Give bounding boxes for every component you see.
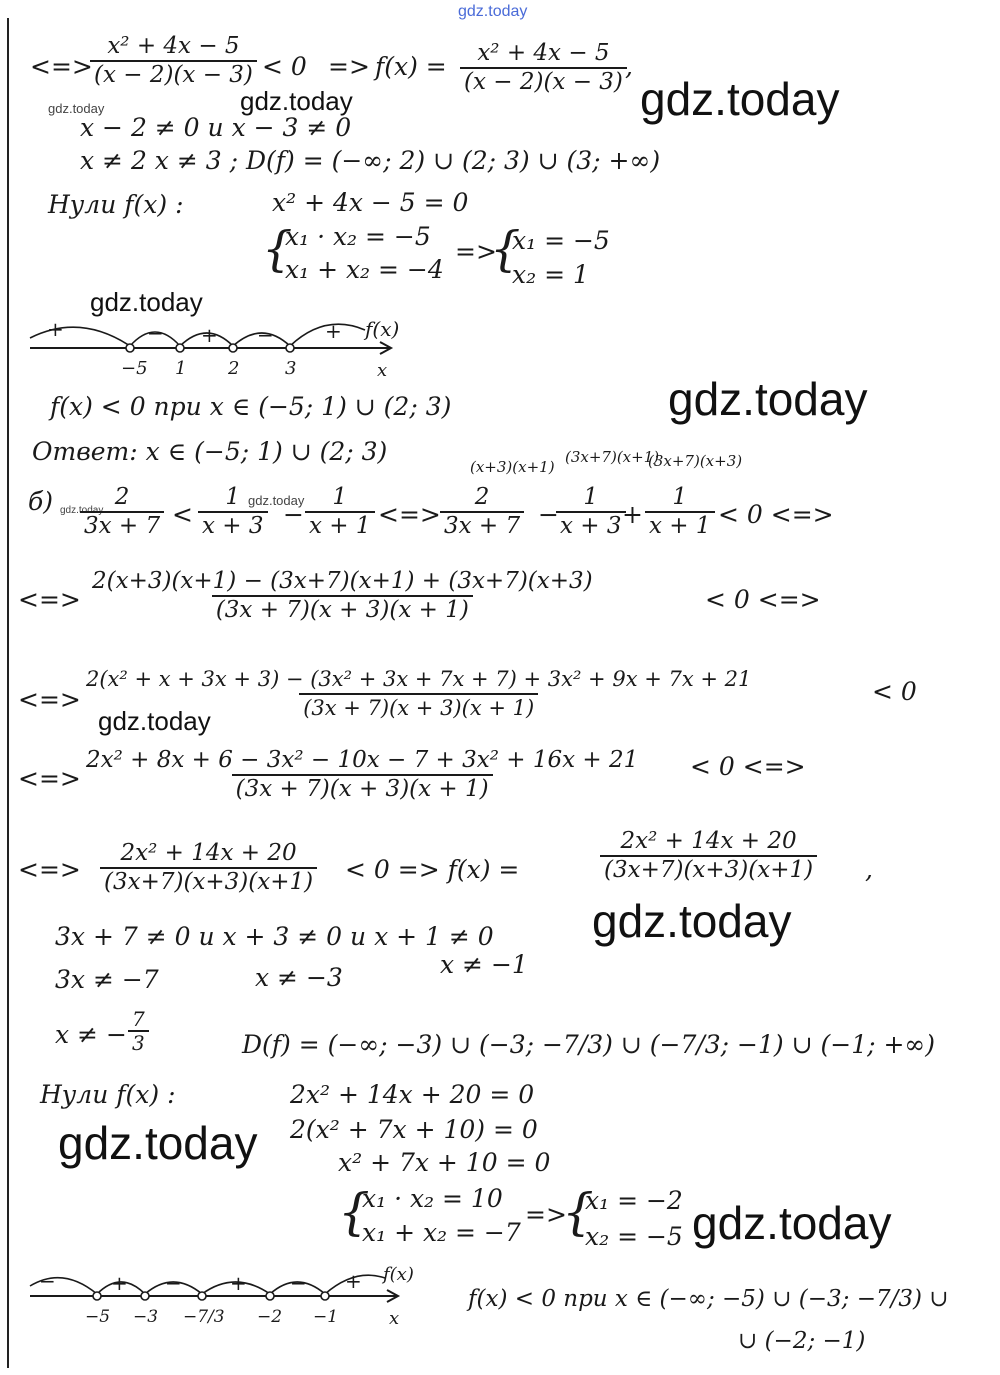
fraction-denominator: (3x + 7)(x + 3)(x + 1) [232,774,493,803]
fraction-numerator: 1 [332,484,348,510]
inequality-tail: < 0 <=> [690,752,806,781]
axis-variable: x [389,1308,400,1329]
function-fraction [600,828,817,884]
system-brace: { [262,221,293,277]
part-label: б) [28,487,54,516]
function-label: f(x) [365,317,400,341]
sign-label: + [111,1271,128,1295]
implies-sign: => [525,1200,567,1229]
vieta-sum: x₁ + x₂ = −4 [285,255,444,284]
root-1: x₁ = −5 [512,226,610,255]
system-brace: { [490,221,521,277]
zeros-title: Нули f(x) : [48,190,184,219]
function-definition: < 0 => f(x) = [345,855,520,884]
minus-sign: − [538,500,559,529]
result-line-continued: ∪ (−2; −1) [738,1328,866,1354]
open-point [321,1292,329,1300]
vieta-sum: x₁ + x₂ = −7 [362,1218,521,1247]
sign-label: + [230,1271,247,1295]
term-fraction [556,484,626,540]
fraction-numerator: 2x² + 14x + 20 [620,828,797,854]
equiv-sign: <=> [378,500,441,529]
fraction-numerator: 1 [583,484,599,510]
fraction-numerator: 2(x+3)(x+1) − (3x+7)(x+1) + (3x+7)(x+3) [92,568,593,594]
fraction-denominator: x + 3 [556,511,626,540]
sign-label: − [39,1269,56,1293]
domain-conditions: 3x + 7 ≠ 0 и x + 3 ≠ 0 и x + 1 ≠ 0 [55,922,494,951]
point-label: 2 [228,358,240,379]
fraction-numerator: x² + 4x − 5 [477,40,610,66]
term-fraction [440,484,524,540]
point-label: −5 [121,358,148,379]
fraction-numerator: 2 [474,484,490,510]
sign-label: + [325,319,342,343]
condition-fraction [128,1008,149,1054]
fraction-numerator: 1 [225,484,241,510]
fraction-denominator: x + 1 [645,511,715,540]
zeros-equation: 2(x² + 7x + 10) = 0 [290,1115,538,1144]
sign-label: − [257,323,274,347]
fraction-numerator: x² + 4x − 5 [107,33,240,59]
vieta-product: x₁ · x₂ = −5 [285,222,431,251]
comma: , [625,52,633,81]
system-brace: { [338,1183,370,1241]
function-label: f(x) [383,1264,414,1285]
watermark: gdz.today [248,493,305,508]
sign-arc [30,327,130,346]
fraction-denominator: (3x+7)(x+3)(x+1) [600,855,817,884]
margin-line [7,18,9,1368]
result-line: f(x) < 0 при x ∈ (−∞; −5) ∪ (−3; −7/3) ∪ [468,1286,949,1312]
point-label: −1 [313,1307,339,1327]
zeros-equation: x² + 4x − 5 = 0 [272,188,469,217]
inequality-relation: < 0 [262,52,307,81]
axis-variable: x [377,360,388,381]
point-label: −3 [133,1307,159,1327]
factor-note: (3x+7)(x+3) [648,452,743,470]
domain-line: x ≠ 2 x ≠ 3 ; D(f) = (−∞; 2) ∪ (2; 3) ∪ (3; +∞) [80,146,661,175]
combined-fraction [88,568,597,624]
zeros-equation: 2x² + 14x + 20 = 0 [290,1080,535,1109]
root-2: x₂ = −5 [585,1222,683,1251]
fraction-denominator: (3x + 7)(x + 3)(x + 1) [299,693,538,722]
function-label: f(x) = [375,52,447,81]
fraction-denominator: (x − 2)(x − 3) [90,60,257,89]
watermark: gdz.today [60,505,104,516]
fraction-numerator: 7 [132,1007,145,1031]
sign-label: − [165,1271,182,1295]
zeros-title: Нули f(x) : [40,1080,176,1109]
watermark: gdz.today [90,287,203,317]
less-than: < [172,500,193,529]
condition: x ≠ −1 [440,950,528,979]
term-fraction [645,484,715,540]
domain-conditions: x − 2 ≠ 0 и x − 3 ≠ 0 [80,113,352,142]
sign-label: − [147,321,164,345]
watermark: gdz.today [692,1197,892,1249]
point-label: −5 [85,1307,111,1327]
sign-label: + [47,317,64,341]
inequality-fraction [90,33,257,89]
sign-label: − [290,1271,307,1295]
open-point [176,344,184,352]
term-fraction [80,484,164,540]
open-point [198,1292,206,1300]
simplified-fraction [82,747,642,803]
fraction-numerator: 1 [672,484,688,510]
fraction-denominator: (3x+7)(x+3)(x+1) [100,867,317,896]
final-fraction [100,840,317,896]
condition: x ≠ −3 [255,963,343,992]
comma: , [865,855,873,884]
point-label: 1 [175,358,187,379]
sign-chart-b [25,1258,445,1350]
condition: 3x ≠ −7 [55,965,159,994]
equiv-sign: <=> [18,764,81,793]
inequality-tail: < 0 <=> [705,585,821,614]
equiv-sign: <=> [18,585,81,614]
sign-chart-a [25,308,465,388]
factor-note: (3x+7)(x+1) [565,448,660,466]
watermark-top: gdz.today [458,3,528,20]
open-point [229,344,237,352]
inequality-tail: < 0 <=> [718,500,834,529]
watermark: gdz.today [640,73,840,125]
point-label: 3 [285,358,297,379]
sign-label: + [345,1269,362,1293]
fraction-denominator: (3x + 7)(x + 3)(x + 1) [212,595,473,624]
condition: x ≠ − [55,1020,127,1049]
plus-sign: + [622,500,643,529]
watermark: gdz.today [668,373,868,425]
open-point [266,1292,274,1300]
answer-line: Ответ: x ∈ (−5; 1) ∪ (2; 3) [32,437,388,466]
implies-sign: => [455,237,497,266]
root-2: x₂ = 1 [512,260,589,289]
system-brace: { [562,1183,594,1241]
fraction-numerator: 2x² + 14x + 20 [120,840,297,866]
watermark: gdz.today [592,895,792,947]
function-fraction [460,40,627,96]
fraction-denominator: 3 [128,1030,149,1054]
watermark: gdz.today [98,706,211,736]
implies-sign: => [328,52,370,81]
vieta-product: x₁ · x₂ = 10 [362,1184,503,1213]
fraction-numerator: 2(x² + x + 3x + 3) − (3x² + 3x + 7x + 7) + 3x² + 9x + 7x + 21 [86,667,752,691]
fraction-denominator: 3x + 7 [440,511,524,540]
fraction-denominator: (x − 2)(x − 3) [460,67,627,96]
result-line: f(x) < 0 при x ∈ (−5; 1) ∪ (2; 3) [50,392,452,421]
factor-note: (x+3)(x+1) [470,458,555,476]
equiv-sign: <=> [18,855,81,884]
watermark: gdz.today [240,86,353,116]
open-point [126,344,134,352]
equiv-sign: <=> [18,685,81,714]
root-1: x₁ = −2 [585,1186,683,1215]
term-fraction [305,484,375,540]
fraction-denominator: 3x + 7 [80,511,164,540]
fraction-numerator: 2x² + 8x + 6 − 3x² − 10x − 7 + 3x² + 16x + 21 [86,747,639,773]
inequality-tail: < 0 [872,677,917,706]
watermark: gdz.today [58,1117,258,1169]
minus-sign: − [283,500,304,529]
watermark: gdz.today [48,101,105,116]
point-label: −7/3 [183,1307,225,1327]
sign-label: + [201,323,218,347]
open-point [286,344,294,352]
point-label: −2 [257,1307,283,1327]
open-point [93,1292,101,1300]
equiv-sign: <=> [30,52,93,81]
domain-line: D(f) = (−∞; −3) ∪ (−3; −7/3) ∪ (−7/3; −1) ∪ (−1; +∞) [242,1030,935,1059]
fraction-denominator: x + 3 [198,511,268,540]
zeros-equation: x² + 7x + 10 = 0 [338,1148,551,1177]
open-point [141,1292,149,1300]
fraction-numerator: 2 [114,484,130,510]
fraction-denominator: x + 1 [305,511,375,540]
